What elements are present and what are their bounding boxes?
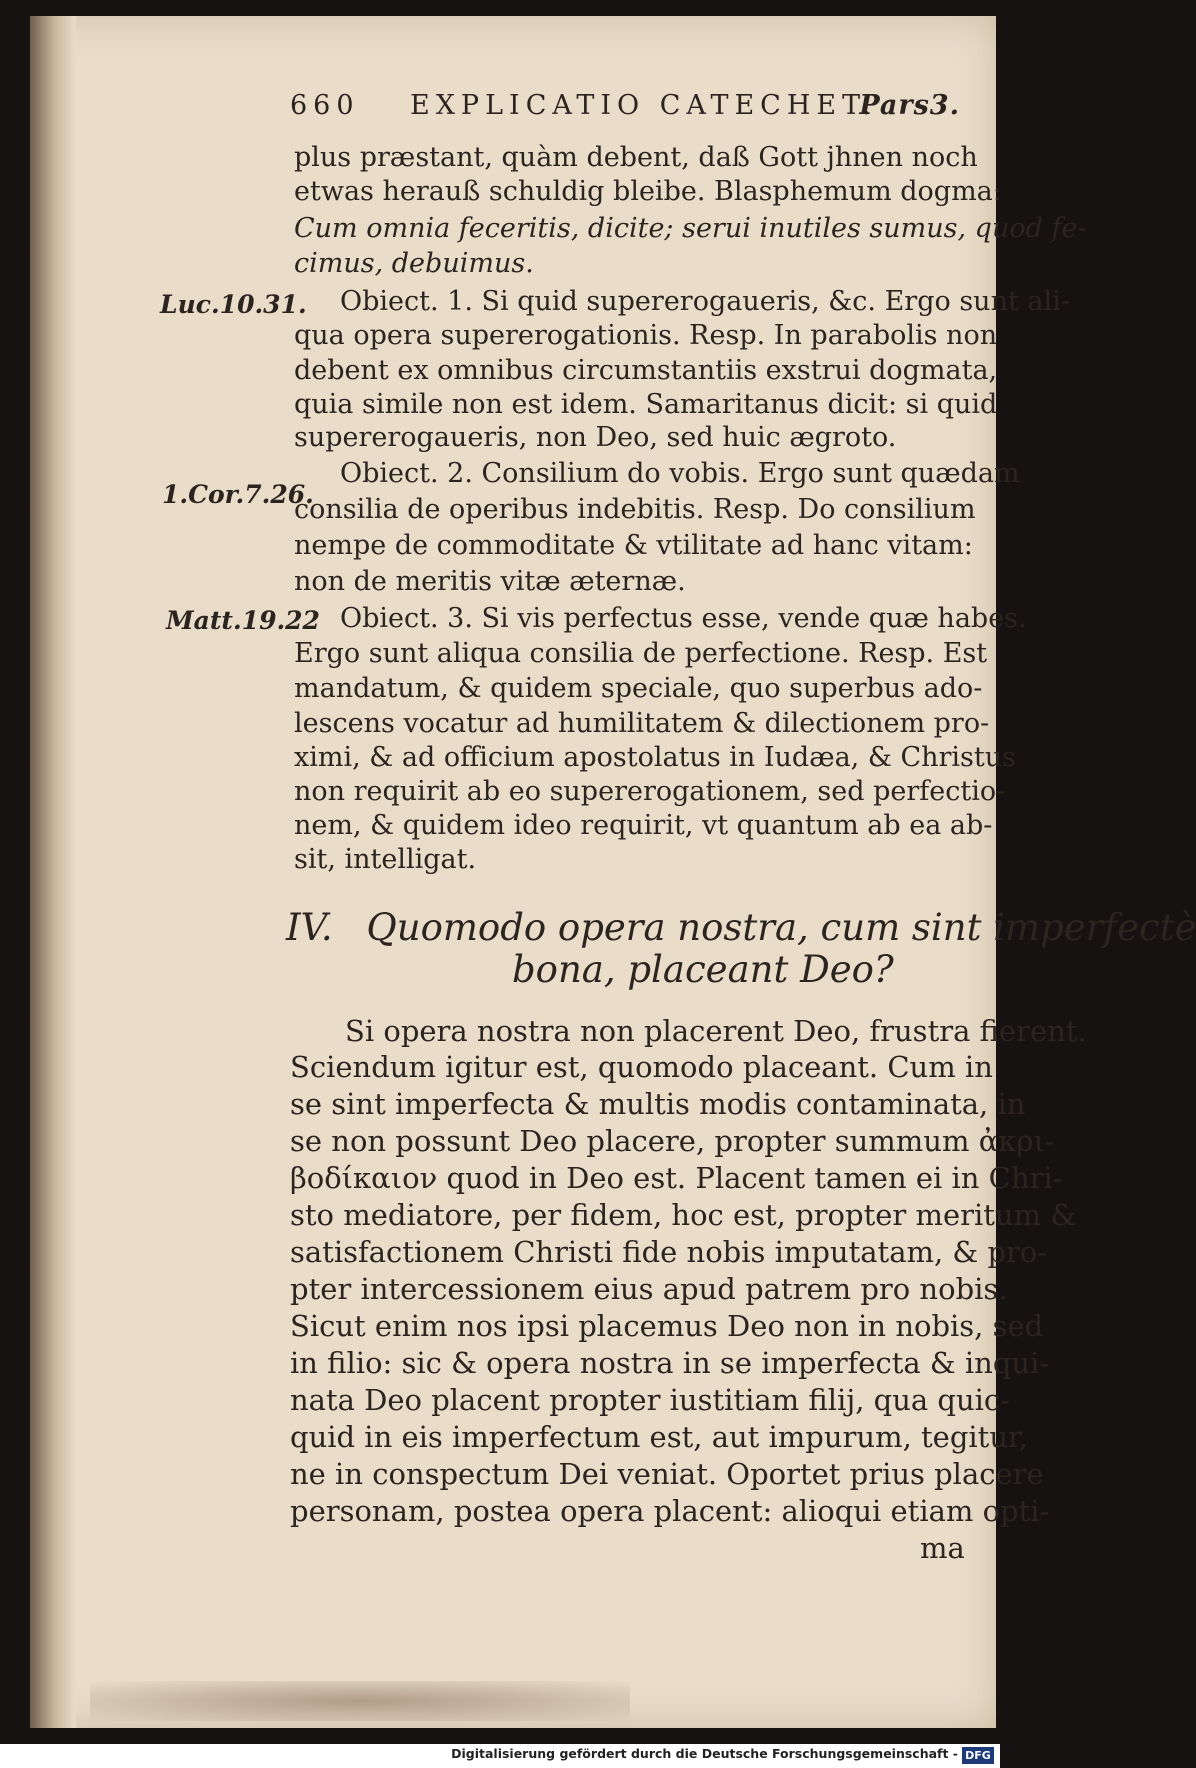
- dfg-logo-icon: DFG: [962, 1747, 994, 1764]
- text-line: supererogaueris, non Deo, sed huic ægroto.: [294, 422, 897, 453]
- text-line: lescens vocatur ad humilitatem & dilectionem pro-: [294, 708, 990, 739]
- section-heading: [286, 906, 1196, 949]
- running-title: EXPLICATIO CATECHET.: [410, 90, 877, 121]
- text-line: sto mediatore, per fidem, hoc est, propter meritum &: [290, 1198, 1077, 1232]
- text-line: sit, intelligat.: [294, 844, 477, 875]
- text-line: se non possunt Deo placere, propter summum ἀκρι-: [290, 1124, 1055, 1158]
- text-line: Obiect. 3. Si vis perfectus esse, vende quæ habes.: [340, 603, 1027, 634]
- text-line: Ergo sunt aliqua consilia de perfectione. Resp. Est: [294, 638, 988, 669]
- section-title-line1: Quomodo opera nostra, cum sint imperfectè: [366, 906, 1196, 949]
- text-line: nempe de commoditate & vtilitate ad hanc vitam:: [294, 530, 973, 561]
- text-line: quia simile non est idem. Samaritanus dicit: si quid: [294, 389, 998, 420]
- text-line: Obiect. 1. Si quid supererogaueris, &c. Ergo sunt ali-: [340, 286, 1070, 317]
- text-line: in filio: sic & opera nostra in se imperfecta & inqui-: [290, 1346, 1050, 1380]
- text-line: nem, & quidem ideo requirit, vt quantum ab ea ab-: [294, 810, 993, 841]
- text-line: βοδίκαιον quod in Deo est. Placent tamen ei in Chri-: [290, 1161, 1063, 1195]
- section-title-line2: bona, placeant Deo?: [512, 948, 894, 991]
- text-line: satisfactionem Christi fide nobis imputatam, & pro-: [290, 1235, 1048, 1269]
- catchword: ma: [920, 1531, 965, 1565]
- text-line: consilia de operibus indebitis. Resp. Do consilium: [294, 494, 976, 525]
- page-number: 660: [290, 90, 360, 121]
- text-line: non requirit ab eo supererogationem, sed perfectio-: [294, 776, 1006, 807]
- margin-note: Luc.10.31.: [160, 290, 307, 319]
- text-line: pter intercessionem eius apud patrem pro nobis.: [290, 1272, 1008, 1306]
- text-line: se sint imperfecta & multis modis contaminata, in: [290, 1087, 1026, 1121]
- text-line: personam, postea opera placent: alioqui etiam opti-: [290, 1494, 1050, 1528]
- part-label: Pars3.: [859, 90, 960, 121]
- text-line: ne in conspectum Dei veniat. Oportet prius placere: [290, 1457, 1044, 1491]
- text-line: ximi, & ad officium apostolatus in Iudæa, & Christus: [294, 742, 1016, 773]
- text-line: Sciendum igitur est, quomodo placeant. Cum in: [290, 1050, 993, 1084]
- page-gutter: [30, 16, 76, 1728]
- text-line: Obiect. 2. Consilium do vobis. Ergo sunt quædam: [340, 458, 1020, 489]
- footer-bar: [0, 1744, 1000, 1768]
- text-line: Si opera nostra non placerent Deo, frustra fierent.: [345, 1014, 1087, 1048]
- text-line: nata Deo placent propter iustitiam filij, qua quic-: [290, 1383, 1010, 1417]
- text-line: quid in eis imperfectum est, aut impurum, tegitur,: [290, 1420, 1028, 1454]
- text-line: cimus, debuimus.: [294, 248, 534, 279]
- page-header: [290, 90, 960, 130]
- margin-note: 1.Cor.7.26.: [162, 480, 314, 509]
- section-numeral: IV.: [286, 906, 333, 949]
- paper-stain: [90, 1681, 630, 1721]
- text-line: debent ex omnibus circumstantiis exstrui dogmata,: [294, 355, 998, 386]
- margin-note: Matt.19.22: [166, 606, 320, 635]
- text-line: Cum omnia feceritis, dicite; serui inutiles sumus, quod fe-: [294, 213, 1087, 244]
- text-line: qua opera supererogationis. Resp. In parabolis non: [294, 320, 998, 351]
- text-line: Sicut enim nos ipsi placemus Deo non in nobis, sed: [290, 1309, 1044, 1343]
- text-line: etwas herauß schuldig bleibe. Blasphemum dogma:: [294, 176, 1002, 207]
- digitization-credit: Digitalisierung gefördert durch die Deutsche Forschungsgemeinschaft -: [451, 1746, 958, 1761]
- text-line: plus præstant, quàm debent, daß Gott jhnen noch: [294, 142, 978, 173]
- text-line: non de meritis vitæ æternæ.: [294, 566, 686, 597]
- text-line: mandatum, & quidem speciale, quo superbus ado-: [294, 673, 983, 704]
